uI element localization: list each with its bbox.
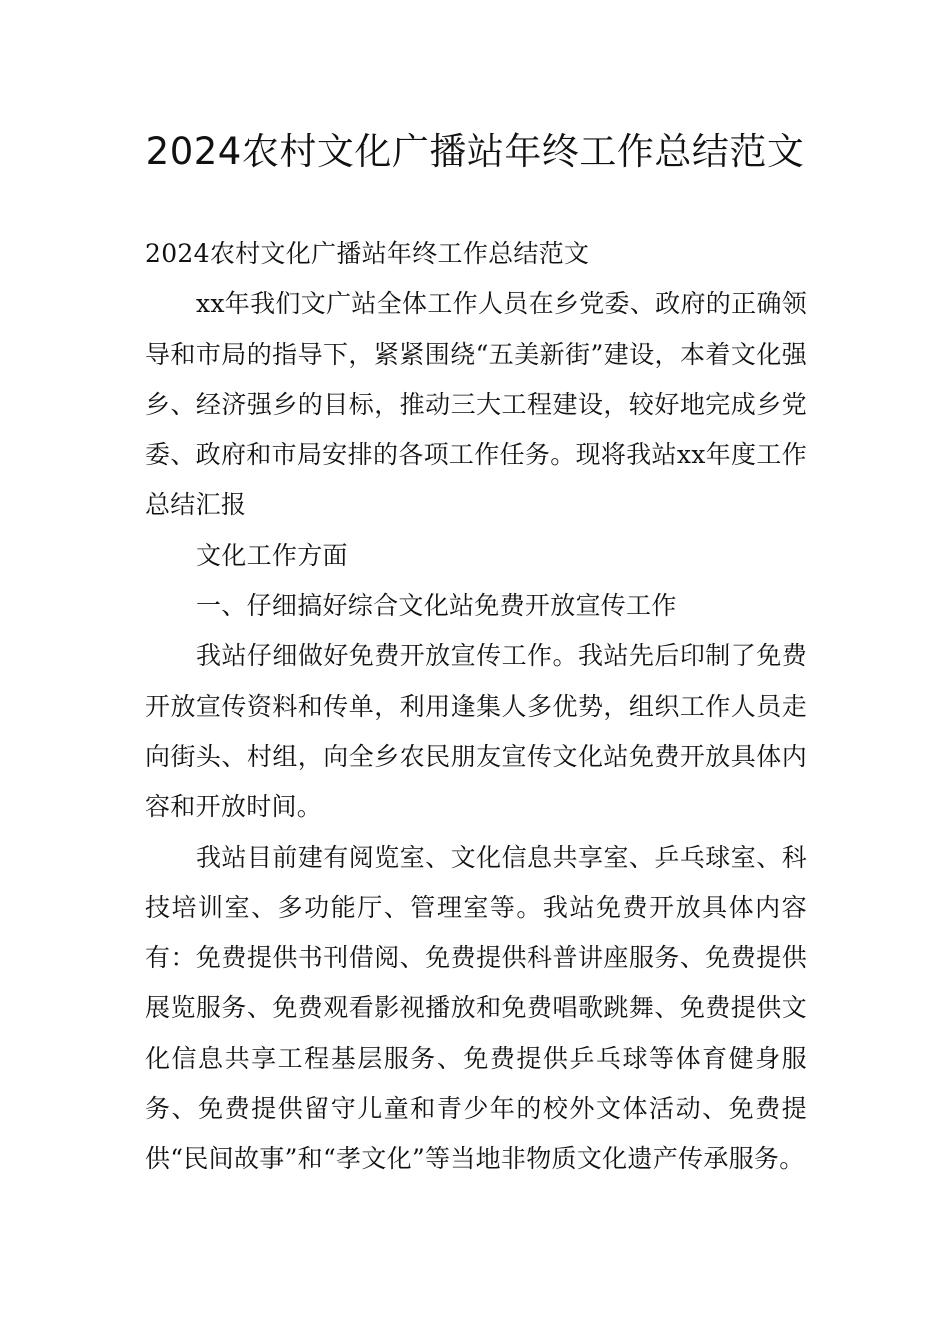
page-title: 2024农村文化广播站年终工作总结范文 [145,130,805,173]
document-body [145,229,807,1185]
paragraph-facilities: 我站目前建有阅览室、文化信息共享室、乒乓球室、科技培训室、多功能厅、管理室等。我站免费开放具体内容有：免费提供书刊借阅、免费提供科普讲座服务、免费提供展览服务、免费观看影视播放和免费唱歌跳舞、免费提供文化信息共享工程基层服务、免费提供乒乓球等体育健身服务、免费提供留守儿童和青少年的校外文体活动、免费提供“民间故事”和“孝文化”等当地非物质文化遗产传承服务。 [145,842,807,1174]
paragraph-publicity: 我站仔细做好免费开放宣传工作。我站先后印制了免费开放宣传资料和传单，利用逢集人多优势，组织工作人员走向街头、村组，向全乡农民朋友宣传文化站免费开放具体内容和开放时间。 [145,641,807,822]
document-subtitle: 2024农村文化广播站年终工作总结范文 [145,239,590,268]
subsection-heading-free-opening: 一、仔细搞好综合文化站免费开放宣传工作 [196,591,677,621]
paragraph-intro: xx年我们文广站全体工作人员在乡党委、政府的正确领导和市局的指导下，紧紧围绕“五美新街”建设，本着文化强乡、经济强乡的目标，推动三大工程建设，较好地完成乡党委、政府和市局安排的各项工作任务。现将我站xx年度工作总结汇报 [145,289,807,520]
section-heading-culture-work: 文化工作方面 [196,540,348,570]
